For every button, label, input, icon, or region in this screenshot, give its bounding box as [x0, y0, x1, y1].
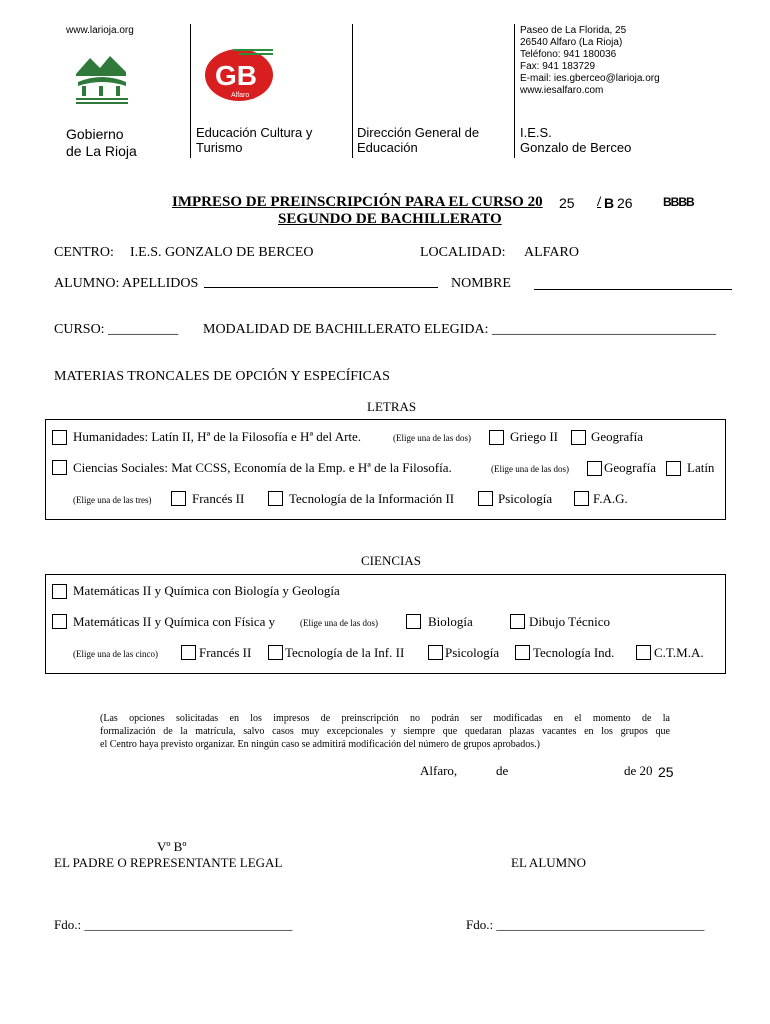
centro-label: CENTRO: — [54, 245, 114, 260]
curso-field[interactable]: CURSO: __________ — [54, 322, 179, 337]
frances-2-label: Francés II — [199, 645, 252, 660]
alumno-apellidos-label: ALUMNO: APELLIDOS — [54, 276, 199, 291]
tec-ind-label: Tecnología Ind. — [533, 645, 615, 660]
modalidad-field[interactable]: MODALIDAD DE BACHILLERATO ELEGIDA: ________________________________ — [203, 322, 717, 337]
localidad-label: LOCALIDAD: — [420, 245, 506, 260]
humanidades-label: Humanidades: Latín II, Hª de la Filosofía e Hª del Arte. — [73, 429, 362, 444]
fisica-checkbox[interactable] — [52, 614, 67, 629]
department-name: Educación Cultura y Turismo — [196, 125, 313, 155]
title-stamp: BBBB — [663, 195, 694, 209]
latin-checkbox[interactable] — [666, 461, 681, 476]
frances-1-label: Francés II — [192, 491, 245, 506]
nombre-field[interactable] — [534, 289, 732, 290]
svg-text:GB: GB — [215, 60, 257, 91]
latin-label: Latín — [687, 460, 715, 475]
fisica-hint: (Elige una de las dos) — [300, 618, 378, 628]
form-subtitle: SEGUNDO DE BACHILLERATO — [278, 211, 502, 227]
date-de-1: de — [496, 763, 509, 778]
direction-name: Dirección General de Educación — [357, 125, 480, 155]
student-signature-field[interactable]: Fdo.: ________________________________ — [466, 917, 705, 932]
tic-label: Tecnología de la Información II — [289, 491, 455, 506]
form-title: IMPRESO DE PREINSCRIPCIÓN PARA EL CURSO 20 — [172, 194, 543, 210]
centro-value: I.E.S. GONZALO DE BERCEO — [130, 245, 314, 260]
website-label: www.larioja.org — [66, 25, 134, 36]
school-name: I.E.S. Gonzalo de Berceo — [520, 125, 632, 155]
tec-inf-checkbox[interactable] — [268, 645, 283, 660]
tic-checkbox[interactable] — [268, 491, 283, 506]
student-signature-label: EL ALUMNO — [511, 855, 586, 870]
year-end-prefix: B — [604, 195, 615, 211]
year-end: 26 — [617, 195, 633, 211]
psicologia-1-checkbox[interactable] — [478, 491, 493, 506]
humanidades-checkbox[interactable] — [52, 430, 67, 445]
header-divider-2 — [352, 24, 353, 158]
bio-geo-checkbox[interactable] — [52, 584, 67, 599]
griego-checkbox[interactable] — [489, 430, 504, 445]
header-divider-3 — [514, 24, 515, 158]
frances-2-checkbox[interactable] — [181, 645, 196, 660]
date-year: 25 — [658, 764, 674, 780]
letras-row3-hint: (Elige una de las tres) — [73, 495, 152, 505]
ccss-label: Ciencias Sociales: Mat CCSS, Economía de la Emp. e Hª de la Filosofía. — [73, 460, 452, 475]
tec-inf-label: Tecnología de la Inf. II — [285, 645, 405, 660]
psicologia-1-label: Psicología — [498, 491, 553, 506]
parent-signature-label: EL PADRE O REPRESENTANTE LEGAL — [54, 855, 283, 870]
localidad-value: ALFARO — [524, 245, 579, 260]
humanidades-hint: (Elige una de las dos) — [393, 433, 471, 443]
biologia-checkbox[interactable] — [406, 614, 421, 629]
psicologia-2-label: Psicología — [445, 645, 500, 660]
ctma-label: C.T.M.A. — [654, 645, 704, 660]
header-divider-1 — [190, 24, 191, 158]
psicologia-2-checkbox[interactable] — [428, 645, 443, 660]
geografia-2-checkbox[interactable] — [587, 461, 602, 476]
bio-geo-label: Matemáticas II y Química con Biología y Geología — [73, 583, 340, 598]
geografia-1-checkbox[interactable] — [571, 430, 586, 445]
year-slash: / — [597, 194, 602, 210]
nombre-label: NOMBRE — [451, 276, 511, 291]
fag-checkbox[interactable] — [574, 491, 589, 506]
dibujo-checkbox[interactable] — [510, 614, 525, 629]
biologia-label: Biología — [428, 614, 473, 629]
tec-ind-checkbox[interactable] — [515, 645, 530, 660]
disclaimer-note: (Las opciones solicitadas en los impresos de preinscripción no podrán ser modificadas en el momento de la formalización de la matrícula, salvo casos muy excepcionales y siempre que quedaran plazas vacantes en los grupos que el Centro haya previsto organizar. En ningún caso se admitirá modificación del número de grupos aprobados.) — [100, 713, 670, 750]
svg-text:Alfaro: Alfaro — [231, 92, 250, 99]
ciencias-row3-hint: (Elige una de las cinco) — [73, 649, 158, 659]
gobierno-name: Gobierno de La Rioja — [66, 126, 137, 159]
apellidos-field[interactable] — [204, 287, 438, 288]
geografia-1-label: Geografía — [591, 429, 643, 444]
section-heading: MATERIAS TRONCALES DE OPCIÓN Y ESPECÍFICAS — [54, 369, 390, 384]
parent-signature-field[interactable]: Fdo.: ________________________________ — [54, 917, 293, 932]
ccss-hint: (Elige una de las dos) — [491, 464, 569, 474]
fisica-label: Matemáticas II y Química con Física y — [73, 614, 276, 629]
ctma-checkbox[interactable] — [636, 645, 651, 660]
vobo-label: Vº Bº — [157, 839, 187, 854]
ccss-checkbox[interactable] — [52, 460, 67, 475]
gobierno-logo — [72, 52, 132, 106]
year-start: 25 — [559, 195, 575, 211]
griego-label: Griego II — [510, 429, 559, 444]
frances-1-checkbox[interactable] — [171, 491, 186, 506]
geografia-2-label: Geografía — [604, 460, 656, 475]
letras-heading: LETRAS — [367, 399, 417, 414]
date-place: Alfaro, — [420, 763, 458, 778]
fag-label: F.A.G. — [593, 491, 628, 506]
ciencias-heading: CIENCIAS — [361, 553, 421, 568]
gb-school-logo — [203, 45, 279, 101]
dibujo-label: Dibujo Técnico — [529, 614, 610, 629]
date-de-2: de 20 — [624, 763, 653, 778]
contact-block: Paseo de La Florida, 25 26540 Alfaro (La Rioja) Teléfono: 941 180036 Fax: 941 183729 E-mail: ies.gberceo@larioja.org www.iesalfaro.com — [520, 25, 660, 96]
